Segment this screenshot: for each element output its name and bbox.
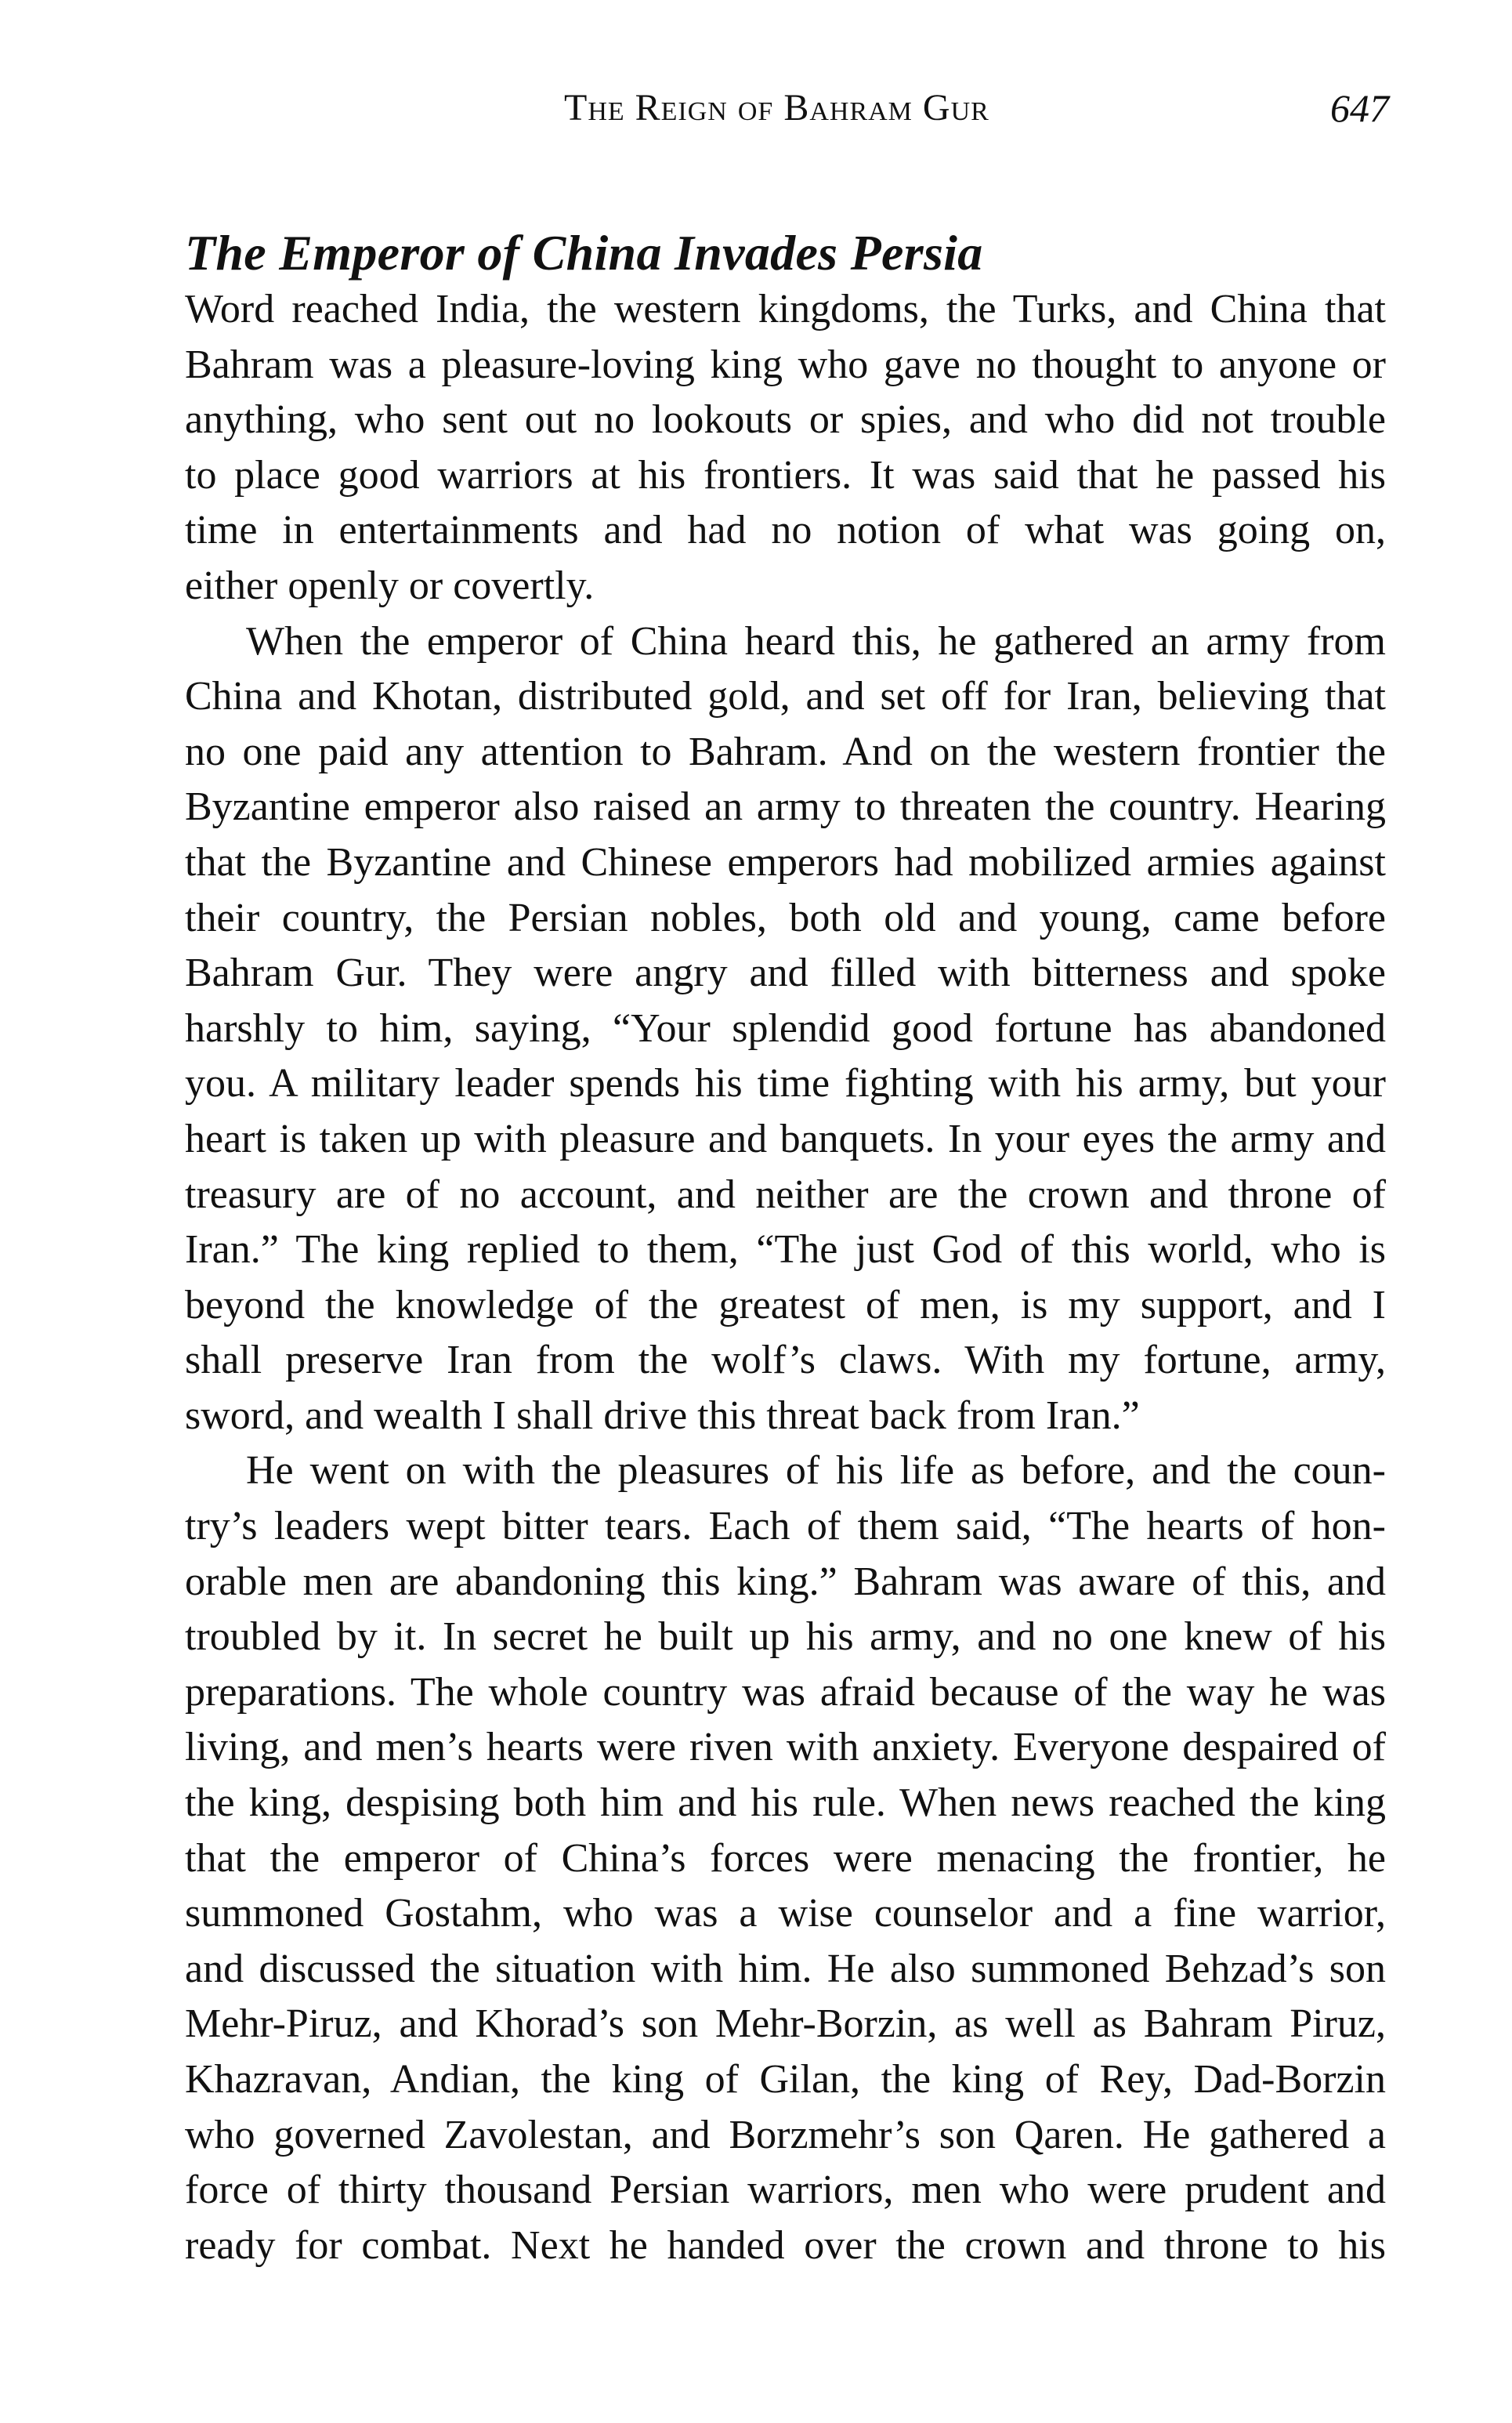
text-line: and discussed the situation with him. He also summoned Behzad’s son (185, 1946, 1386, 1991)
text-line: ready for combat. Next he handed over the crown and throne to his (185, 2222, 1386, 2268)
text-line: that the Byzantine and Chinese emperors had mobilized armies against (185, 839, 1386, 885)
text-line: the king, despising both him and his rule. When news reached the king (185, 1780, 1386, 1826)
text-line: orable men are abandoning this king.” Bahram was aware of this, and (185, 1559, 1386, 1604)
text-line: their country, the Persian nobles, both old and young, came before (185, 895, 1386, 940)
page-number: 647 (1330, 86, 1389, 130)
text-line: Mehr-Piruz, and Khorad’s son Mehr-Borzin, as well as Bahram Piruz, (185, 2001, 1386, 2047)
text-line: preparations. The whole country was afraid because of the way he was (185, 1669, 1386, 1715)
text-line: anything, who sent out no lookouts or spies, and who did not trouble (185, 397, 1386, 443)
text-line: force of thirty thousand Persian warriors, men who were prudent and (185, 2168, 1386, 2213)
text-line: no one paid any attention to Bahram. And on the western frontier the (185, 729, 1386, 774)
section-heading: The Emperor of China Invades Persia (185, 225, 983, 281)
text-line: beyond the knowledge of the greatest of men, is my support, and I (185, 1282, 1386, 1327)
text-line: He went on with the pleasures of his life as before, and the coun- (246, 1448, 1386, 1494)
text-line: When the emperor of China heard this, he gathered an army from (246, 618, 1386, 664)
text-line: summoned Gostahm, who was a wise counselor and a fine warrior, (185, 1891, 1386, 1936)
running-head: The Reign of Bahram Gur (564, 87, 989, 129)
text-line: try’s leaders wept bitter tears. Each of them said, “The hearts of hon- (185, 1504, 1386, 1549)
text-line: to place good warriors at his frontiers. It was said that he passed his (185, 452, 1386, 498)
text-line: you. A military leader spends his time fighting with his army, but your (185, 1061, 1386, 1106)
text-line: treasury are of no account, and neither are the crown and throne of (185, 1172, 1386, 1217)
text-line: shall preserve Iran from the wolf’s claws. With my fortune, army, (185, 1338, 1386, 1383)
text-line: Bahram Gur. They were angry and filled with bitterness and spoke (185, 951, 1386, 996)
text-line: sword, and wealth I shall drive this threat back from Iran.” (185, 1393, 1140, 1438)
text-line: Bahram was a pleasure-loving king who gave no thought to anyone or (185, 342, 1386, 387)
paragraph-3 (185, 1443, 1386, 2273)
text-line: Khazravan, Andian, the king of Gilan, the king of Rey, Dad-Borzin (185, 2057, 1386, 2102)
text-line: Byzantine emperor also raised an army to threaten the country. Hearing (185, 784, 1386, 830)
text-line: time in entertainments and had no notion of what was going on, (185, 508, 1386, 553)
text-line: troubled by it. In secret he built up his army, and no one knew of his (185, 1614, 1386, 1660)
text-line: China and Khotan, distributed gold, and set off for Iran, believing that (185, 674, 1386, 719)
paragraph-1 (185, 282, 1386, 614)
text-line: living, and men’s hearts were riven with anxiety. Everyone despaired of (185, 1725, 1386, 1770)
text-line: who governed Zavolestan, and Borzmehr’s son Qaren. He gathered a (185, 2112, 1386, 2157)
paragraph-2 (185, 614, 1386, 1444)
text-line: that the emperor of China’s forces were menacing the frontier, he (185, 1835, 1386, 1881)
text-line: either openly or covertly. (185, 563, 595, 608)
text-line: harshly to him, saying, “Your splendid good fortune has abandoned (185, 1005, 1386, 1051)
text-line: Iran.” The king replied to them, “The just God of this world, who is (185, 1227, 1386, 1273)
body-text (185, 282, 1386, 2273)
text-line: heart is taken up with pleasure and banquets. In your eyes the army and (185, 1116, 1386, 1161)
text-line: Word reached India, the western kingdoms, the Turks, and China that (185, 287, 1386, 331)
